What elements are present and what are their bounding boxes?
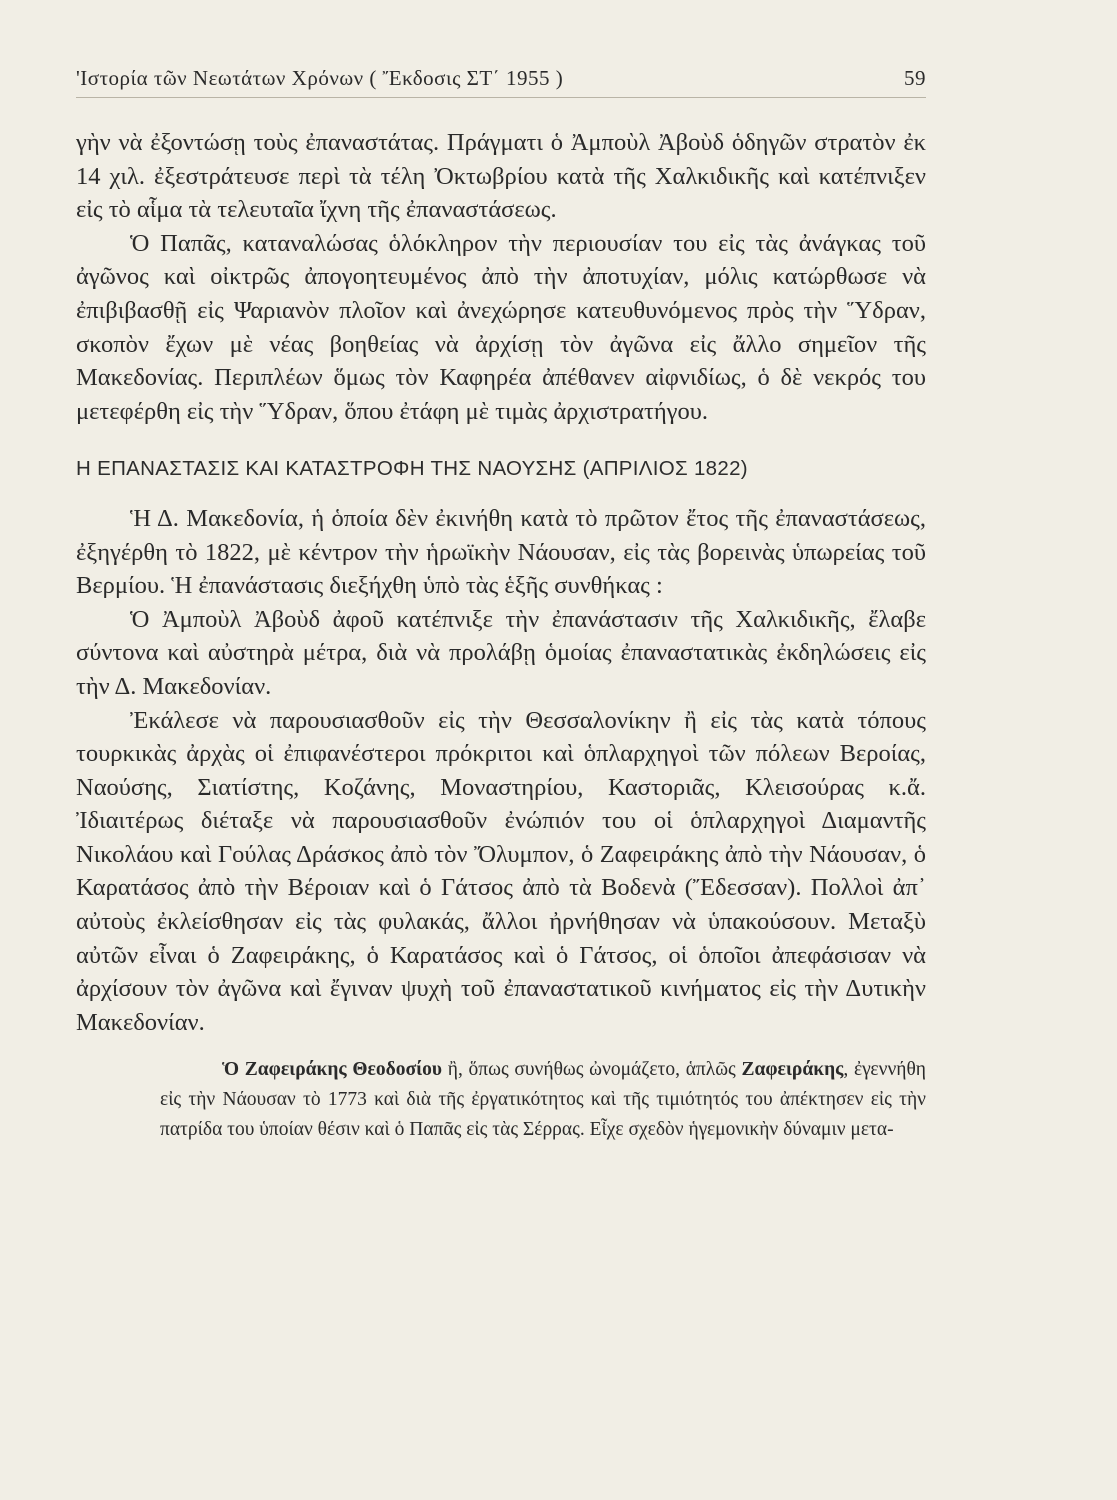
section-heading: Η ΕΠΑΝΑΣΤΑΣΙΣ ΚΑΙ ΚΑΤΑΣΤΡΟΦΗ ΤΗΣ ΝΑΟΥΣΗΣ (ΑΠΡΙΛΙΟΣ 1822) [76, 457, 748, 481]
body-text [76, 126, 926, 1039]
footnote-text [160, 1055, 926, 1145]
page-number: 59 [904, 66, 926, 90]
paragraph-4: Ὁ Ἀμποὺλ Ἀβοὺδ ἀφοῦ κατέπνιξε τὴν ἐπανάστασιν τῆς Χαλκιδικῆς, ἔλαβε σύντονα καὶ αὐστηρὰ μέτρα, διὰ νὰ προλάβῃ ὁμοίας ἐπαναστατικὰς ἐκδηλώσεις εἰς τὴν Δ. Μακεδονίαν. [76, 605, 926, 700]
paragraph-2: Ὁ Παπᾶς, καταναλώσας ὁλόκληρον τὴν περιουσίαν του εἰς τὰς ἀνάγκας τοῦ ἀγῶνος καὶ οἰκτρῶς ἀπογοητευμένος ἀπὸ τὴν ἀποτυχίαν, μόλις κατώρθωσε νὰ ἐπιβιβασθῇ εἰς Ψαριανὸν πλοῖον καὶ ἀνεχώρησε κατευθυνόμενος πρὸς τὴν Ὕδραν, σκοπὸν ἔχων μὲ νέας βοηθείας νὰ ἀρχίσῃ τὸν ἀγῶνα εἰς ἄλλο σημεῖον τῆς Μακεδονίας. Περιπλέων ὅμως τὸν Καφηρέα ἀπέθανεν αἰφνιδίως, ὁ δὲ νεκρός του μετεφέρθη εἰς τὴν Ὕδραν, ὅπου ἐτάφη μὲ τιμὰς ἀρχιστρατήγου. [76, 229, 926, 425]
paragraph-5: Ἐκάλεσε νὰ παρουσιασθοῦν εἰς τὴν Θεσσαλονίκην ἢ εἰς τὰς κατὰ τόπους τουρκικὰς ἀρχὰς οἱ ἐπιφανέστεροι πρόκριτοι καὶ ὁπλαρχηγοὶ τῶν πόλεων Βεροίας, Ναούσης, Σιατίστης, Κοζάνης, Μοναστηρίου, Καστοριᾶς, Κλεισούρας κ.ἄ. Ἰδιαιτέρως διέταξε νὰ παρουσιασθοῦν ἐνώπιόν του οἱ ὁπλαρχηγοὶ Διαμαντῆς Νικολάου καὶ Γούλας Δράσκος ἀπὸ τὸν Ὄλυμπον, ὁ Ζαφειράκης ἀπὸ τὴν Νάουσαν, ὁ Καρατάσος ἀπὸ τὴν Βέροιαν καὶ ὁ Γάτσος ἀπὸ τὰ Βοδενὰ (Ἔδεσσαν). Πολλοὶ ἀπ᾽ αὐτοὺς ἐκλείσθησαν εἰς τὰς φυλακάς, ἄλλοι ἠρνήθησαν νὰ ὑπακούσουν. Μεταξὺ αὐτῶν εἶναι ὁ Ζαφειράκης, ὁ Καρατάσος καὶ ὁ Γάτσος, οἱ ὁποῖοι ἀπεφάσισαν νὰ ἀρχίσουν τὸν ἀγῶνα καὶ ἔγιναν ψυχὴ τοῦ ἐπαναστατικοῦ κινήματος εἰς τὴν Δυτικὴν Μακεδονίαν. [76, 706, 926, 1036]
footnote-text-part-1: ἢ, ὅπως συνήθως ὠνομάζετο, ἁπλῶς [442, 1059, 742, 1081]
footnote-name: Ὁ Ζαφειράκης Θεοδοσίου [222, 1059, 443, 1081]
footnote-short-name: Ζαφειράκης [741, 1059, 844, 1081]
running-header [76, 66, 926, 98]
footnote-text-part-2: , ἐγεννήθη εἰς τὴν Νάουσαν τὸ 1773 καὶ διὰ τῆς ἐργατικότητος καὶ τῆς τιμιότητός του ἀπέκτησεν εἰς τὴν πατρίδα του ὑποίαν θέσιν καὶ ὁ Παπᾶς εἰς τὰς Σέρρας. Εἶχε σχεδὸν ἡγεμονικὴν δύναμιν μετα- [160, 1059, 926, 1141]
footnote [76, 1055, 926, 1145]
book-page [76, 66, 926, 1145]
paragraph-1: γὴν νὰ ἐξοντώσῃ τοὺς ἐπαναστάτας. Πράγματι ὁ Ἀμποὺλ Ἀβοὺδ ὁδηγῶν στρατὸν ἐκ 14 χιλ. ἐξεστράτευσε περὶ τὰ τέλη Ὀκτωβρίου κατὰ τῆς Χαλκιδικῆς καὶ κατέπνιξεν εἰς τὸ αἷμα τὰ τελευταῖα ἴχνη τῆς ἐπαναστάσεως. [76, 129, 926, 224]
paragraph-3: Ἡ Δ. Μακεδονία, ἡ ὁποία δὲν ἐκινήθη κατὰ τὸ πρῶτον ἔτος τῆς ἐπαναστάσεως, ἐξηγέρθη τὸ 1822, μὲ κέντρον τὴν ἡρωϊκὴν Νάουσαν, εἰς τὰς βορεινὰς ὑπωρείας τοῦ Βερμίου. Ἡ ἐπανάστασις διεξήχθη ὑπὸ τὰς ἑξῆς συνθήκας : [76, 504, 926, 600]
header-title: 'Ιστορία τῶν Νεωτάτων Χρόνων ( Ἔκδοσις ΣΤ΄ 1955 ) [76, 66, 564, 90]
